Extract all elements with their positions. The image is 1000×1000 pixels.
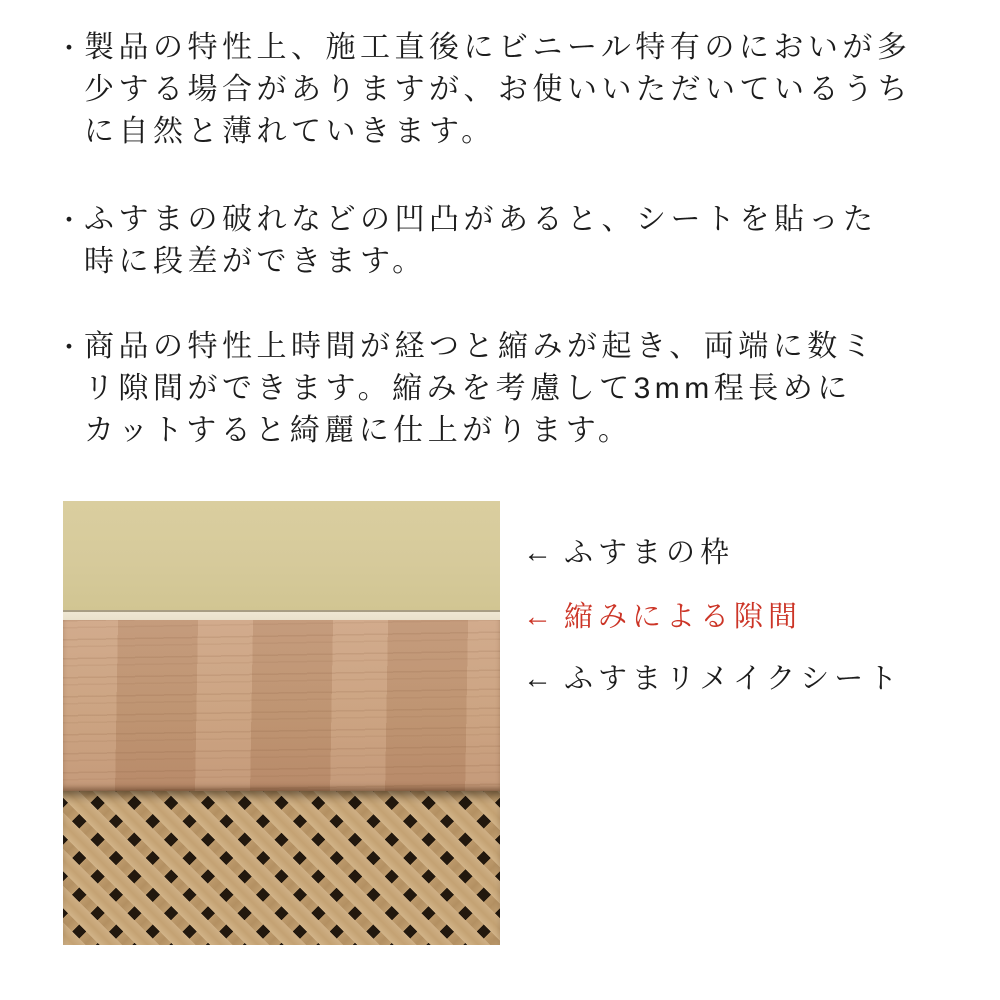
note-line: リ隙間ができます。縮みを考慮して3mm程長めに	[84, 372, 852, 405]
note-item-surface-unevenness	[56, 199, 878, 283]
bullet-marker: ・	[56, 33, 83, 63]
bullet-marker: ・	[56, 332, 83, 362]
rattan-weave-layer	[63, 791, 500, 945]
figure-label-text: ふすまリメイクシート	[564, 663, 903, 695]
note-line: カットすると綺麗に仕上がります。	[84, 414, 633, 447]
note-line: 製品の特性上、施工直後にビニール特有のにおいが多	[84, 31, 912, 64]
shrink-gap-layer	[63, 610, 500, 620]
note-line: 時に段差ができます。	[84, 245, 427, 278]
figure-label-text: ふすまの枠	[564, 537, 735, 569]
note-line: ふすまの破れなどの凹凸があると、シートを貼った	[84, 203, 878, 236]
note-line: に自然と薄れていきます。	[84, 115, 496, 148]
remake-sheet-layer	[63, 620, 500, 791]
note-line: 商品の特性上時間が経つと縮みが起き、両端に数ミ	[84, 330, 877, 363]
figure-label-fusuma-frame	[523, 537, 734, 569]
figure-label-shrink-gap	[523, 601, 802, 633]
figure-label-remake-sheet	[523, 663, 902, 695]
note-line: 少する場合がありますが、お使いいただいているうち	[84, 73, 912, 106]
note-item-product-odor	[56, 27, 912, 153]
fusuma-closeup-photo	[63, 501, 500, 945]
note-item-shrinkage	[56, 326, 877, 452]
left-arrow-icon: ←	[523, 663, 552, 695]
fusuma-frame-layer	[63, 501, 500, 610]
left-arrow-icon: ←	[523, 601, 552, 633]
figure-label-text: 縮みによる隙間	[564, 601, 803, 633]
bullet-marker: ・	[56, 205, 83, 235]
left-arrow-icon: ←	[523, 537, 552, 569]
